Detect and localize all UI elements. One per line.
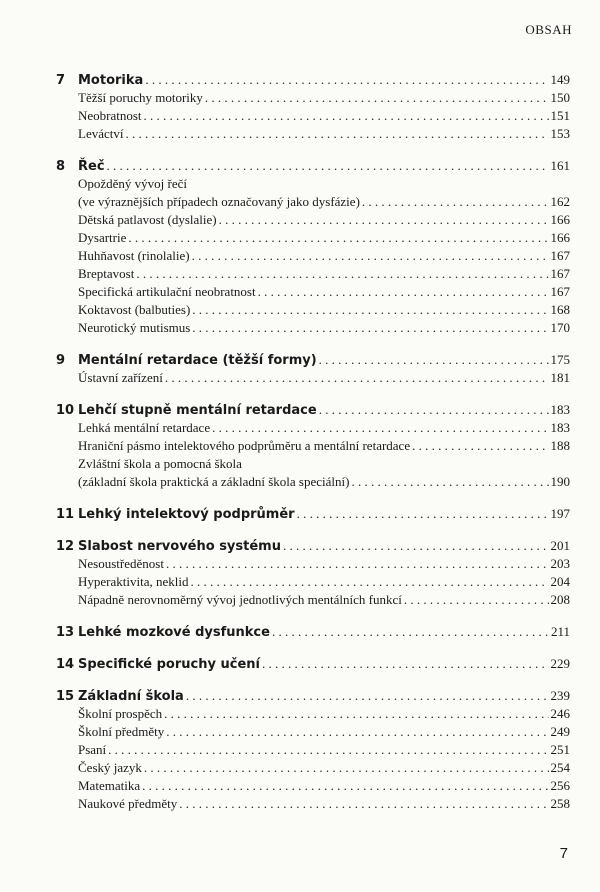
entry-page: 167	[550, 266, 570, 281]
entry-page: 168	[550, 302, 570, 317]
chapter-number: 11	[56, 507, 75, 522]
entry-page: 258	[550, 796, 570, 811]
entry-page: 170	[550, 320, 570, 335]
chapter-number: 7	[56, 73, 66, 88]
entry-title: Neurotický mutismus	[78, 320, 191, 335]
toc-chapter-row[interactable]	[56, 71, 570, 89]
leader-dots	[283, 537, 549, 555]
leader-dots	[297, 505, 549, 523]
entry-page: 208	[550, 592, 570, 607]
entry-page: 150	[550, 90, 570, 105]
toc-chapter	[56, 623, 570, 641]
toc-chapter	[56, 655, 570, 673]
toc-entry[interactable]	[56, 229, 570, 247]
entry-page: 151	[550, 108, 570, 123]
chapter-number: 9	[56, 353, 66, 368]
entry-page: 203	[550, 556, 570, 571]
entry-title: Huhňavost (rinolalie)	[78, 248, 190, 263]
leader-dots	[165, 369, 549, 387]
leader-dots	[144, 759, 549, 777]
entry-title: Školní předměty	[78, 724, 165, 739]
toc-chapter-row[interactable]	[56, 157, 570, 175]
chapter-title: Motorika	[78, 73, 144, 88]
leader-dots	[362, 193, 549, 211]
toc-entry-line: Opožděný vývoj řečí	[78, 176, 188, 191]
chapter-page: 149	[550, 72, 570, 87]
chapter-number: 12	[56, 539, 75, 554]
toc-entry[interactable]	[56, 89, 570, 107]
toc-entry[interactable]	[56, 107, 570, 125]
leader-dots	[272, 623, 549, 641]
entry-title: Hyperaktivita, neklid	[78, 574, 189, 589]
toc-entry[interactable]	[56, 437, 570, 455]
entry-title: Nesoustředěnost	[78, 556, 164, 571]
toc-entry[interactable]	[56, 193, 570, 211]
leader-dots	[190, 573, 548, 591]
entry-page: 167	[550, 284, 570, 299]
entry-page: 254	[550, 760, 570, 775]
entry-page: 153	[550, 126, 570, 141]
toc-entry[interactable]	[56, 369, 570, 387]
entry-page: 162	[550, 194, 570, 209]
toc-entry[interactable]	[56, 211, 570, 229]
entry-title: (základní škola praktická a základní škola speciální)	[78, 474, 350, 489]
toc-entry[interactable]	[56, 473, 570, 491]
leader-dots	[319, 351, 549, 369]
leader-dots	[107, 157, 549, 175]
chapter-page: 161	[550, 158, 570, 173]
chapter-page: 175	[550, 352, 570, 367]
leader-dots	[192, 319, 548, 337]
entry-page: 183	[550, 420, 570, 435]
toc-entry[interactable]	[56, 591, 570, 609]
entry-title: Lehká mentální retardace	[78, 420, 211, 435]
chapter-title: Lehký intelektový podprůměr	[78, 507, 295, 522]
entry-page: 167	[550, 248, 570, 263]
chapter-number: 15	[56, 689, 75, 704]
leader-dots	[192, 301, 548, 319]
leader-dots	[186, 687, 549, 705]
entry-title: Český jazyk	[78, 760, 142, 775]
leader-dots	[258, 283, 549, 301]
running-head: OBSAH	[525, 22, 572, 37]
chapter-page: 229	[550, 656, 570, 671]
toc-chapter-row[interactable]	[56, 623, 570, 641]
chapter-page: 197	[550, 506, 570, 521]
leader-dots	[205, 89, 549, 107]
leader-dots	[166, 555, 549, 573]
entry-page: 190	[550, 474, 570, 489]
toc-chapter	[56, 401, 570, 491]
entry-title: Ústavní zařízení	[78, 370, 163, 385]
toc-entry[interactable]	[56, 283, 570, 301]
leader-dots	[144, 107, 549, 125]
table-of-contents	[56, 71, 570, 827]
entry-title: Těžší poruchy motoriky	[78, 90, 203, 105]
toc-chapter	[56, 351, 570, 387]
toc-entry[interactable]	[56, 301, 570, 319]
toc-entry[interactable]	[56, 265, 570, 283]
leader-dots	[128, 229, 548, 247]
toc-entry[interactable]	[56, 555, 570, 573]
entry-title: Hraniční pásmo intelektového podprůměru a mentální retardace	[78, 438, 411, 453]
toc-entry[interactable]	[56, 777, 570, 795]
leader-dots	[108, 741, 548, 759]
chapter-title: Slabost nervového systému	[78, 539, 281, 554]
leader-dots	[145, 71, 548, 89]
entry-page: 246	[550, 706, 570, 721]
chapter-page: 201	[550, 538, 570, 553]
entry-title: Leváctví	[78, 126, 124, 141]
chapter-page: 183	[550, 402, 570, 417]
entry-page: 204	[550, 574, 570, 589]
toc-entry-line: Zvláštní škola a pomocná škola	[78, 456, 242, 471]
entry-page: 188	[550, 438, 570, 453]
leader-dots	[351, 473, 548, 491]
leader-dots	[319, 401, 549, 419]
leader-dots	[142, 777, 548, 795]
leader-dots	[212, 419, 548, 437]
chapter-page: 239	[550, 688, 570, 703]
leader-dots	[179, 795, 548, 813]
leader-dots	[164, 705, 548, 723]
toc-entry[interactable]	[56, 573, 570, 591]
entry-title: Školní prospěch	[78, 706, 163, 721]
entry-title: Neobratnost	[78, 108, 142, 123]
toc-chapter-row[interactable]	[56, 537, 570, 555]
toc-chapter-row[interactable]	[56, 401, 570, 419]
toc-entry[interactable]	[56, 723, 570, 741]
entry-page: 181	[550, 370, 570, 385]
entry-title: Psaní	[78, 742, 107, 757]
toc-chapter-row[interactable]	[56, 655, 570, 673]
leader-dots	[262, 655, 549, 673]
toc-chapter	[56, 505, 570, 523]
entry-title: Dysartrie	[78, 230, 127, 245]
leader-dots	[166, 723, 548, 741]
toc-chapter-row[interactable]	[56, 351, 570, 369]
leader-dots	[125, 125, 548, 143]
chapter-number: 10	[56, 403, 75, 418]
toc-chapter	[56, 537, 570, 609]
chapter-number: 13	[56, 625, 75, 640]
entry-page: 256	[550, 778, 570, 793]
toc-entry[interactable]	[56, 319, 570, 337]
entry-title: (ve výraznějších případech označovaný jako dysfázie)	[78, 194, 360, 209]
leader-dots	[404, 591, 549, 609]
leader-dots	[219, 211, 549, 229]
chapter-number: 14	[56, 657, 75, 672]
chapter-title: Řeč	[78, 159, 105, 174]
toc-chapter-row[interactable]	[56, 687, 570, 705]
entry-title: Naukové předměty	[78, 796, 178, 811]
chapter-title: Mentální retardace (těžší formy)	[78, 353, 317, 368]
toc-entry[interactable]	[56, 125, 570, 143]
toc-chapter	[56, 157, 570, 337]
entry-title: Specifická artikulační neobratnost	[78, 284, 256, 299]
leader-dots	[412, 437, 548, 455]
entry-title: Nápadně nerovnoměrný vývoj jednotlivých mentálních funkcí	[78, 592, 402, 607]
chapter-title: Lehčí stupně mentální retardace	[78, 403, 317, 418]
entry-page: 166	[550, 230, 570, 245]
entry-title: Dětská patlavost (dyslalie)	[78, 212, 217, 227]
entry-page: 249	[550, 724, 570, 739]
toc-entry[interactable]	[56, 247, 570, 265]
entry-page: 251	[550, 742, 570, 757]
toc-entry[interactable]	[56, 741, 570, 759]
toc-chapter	[56, 71, 570, 143]
toc-entry[interactable]	[56, 759, 570, 777]
toc-entry[interactable]	[56, 705, 570, 723]
toc-chapter-row[interactable]	[56, 505, 570, 523]
page-number: 7	[559, 845, 568, 862]
leader-dots	[192, 247, 549, 265]
chapter-title: Lehké mozkové dysfunkce	[78, 625, 270, 640]
chapter-title: Specifické poruchy učení	[78, 657, 260, 672]
toc-entry[interactable]	[56, 419, 570, 437]
entry-page: 166	[550, 212, 570, 227]
entry-title: Koktavost (balbuties)	[78, 302, 191, 317]
leader-dots	[136, 265, 548, 283]
toc-chapter	[56, 687, 570, 813]
chapter-number: 8	[56, 159, 66, 174]
chapter-page: 211	[550, 624, 570, 639]
entry-title: Matematika	[78, 778, 141, 793]
toc-entry[interactable]	[56, 795, 570, 813]
chapter-title: Základní škola	[78, 689, 184, 704]
entry-title: Breptavost	[78, 266, 135, 281]
